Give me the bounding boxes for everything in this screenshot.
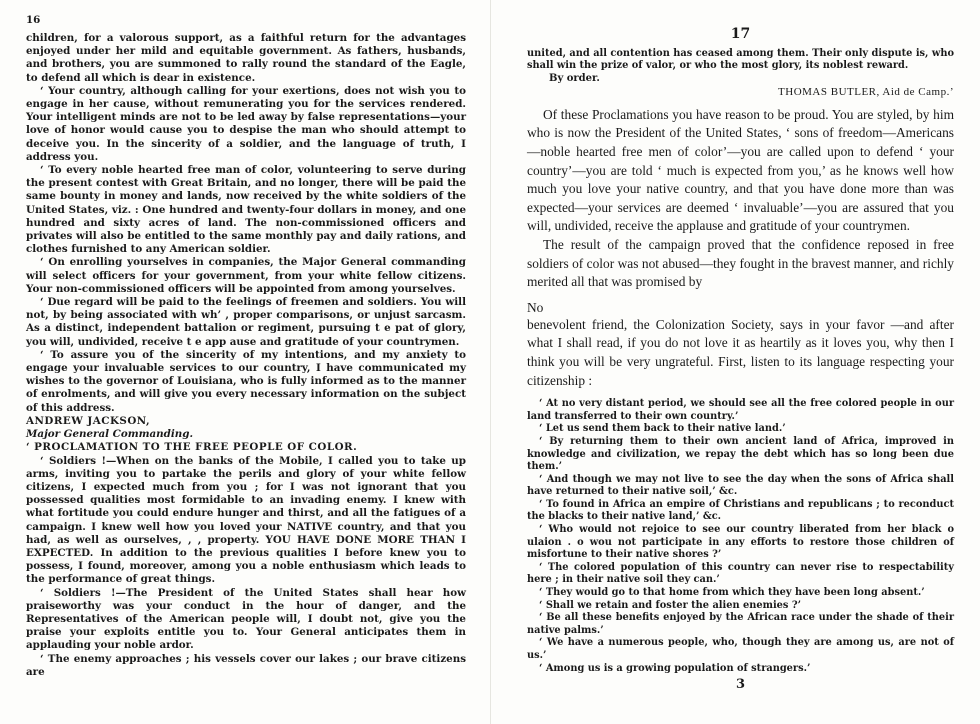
paragraph: ‘ To assure you of the sincerity of my intentions, and my anxiety to engage your invaluable services to our country, I have communicated my wishes to the governor of Louisiana, who is fully informed as to the manner of enrolments, and will give you every necessary information on the subject of this address. [26,348,466,414]
quote: ‘ Shall we retain and foster the alien enemies ?’ [539,599,801,611]
paragraph: ‘ Soldiers !—The President of the United States shall hear how praiseworthy was your conduct in the hour of danger, and the Representatives of the American people will, I doubt not, give you the praise your exploits entitle you to. Your General anticipates them in applauding your noble ardor. [26,586,466,652]
quote: ‘ To found in Africa an empire of Christians and republicans ; to reconduct the blacks to their native land,’ &c. [527,498,954,523]
paragraph: ‘ To every noble hearted free man of color, volunteering to serve during the present contest with Great Britain, and no longer, there will be paid the same bounty in money and lands, now received by the white soldiers of the United States, viz. : One hundred and twenty-four dollars in money, and one hundred and sixty acres of land. The non-commissioned officers and privates will also be entitled to the same monthly pay and daily rations, and clothes furnished to any American soldier. [26,164,466,256]
quote: ‘ They would go to that home from which they have been long absent.’ [539,587,925,599]
paragraph: benevolent friend, the Colonization Society, says in your favor —and after what I shall read, if you do not love it as heartily as it loves you, why then I think you will be very ungrateful. First, listen to its language respecting your citizenship : [527,316,954,388]
paragraph: children, for a valorous support, as a faithful return for the advantages enjoyed under her mild and equitable government. As fathers, husbands, and brothers, you are summoned to rally round the standard of the Eagle, to defend all which is dear in existence. [26,32,466,84]
quote: ‘ We have a numerous people, who, though they are among us, are not of us.’ [527,637,954,661]
paragraph: ‘ Soldiers !—When on the banks of the Mobile, I called you to take up arms, inviting you to partake the perils and glory of your white fellow citizens, I expected much from you ; for I was not ignorant that you possessed qualities most formidable to an invading enemy. I knew with what fortitude you could endure hunger and thirst, and all the fatigues of a campaign. I knew well how you loved your NATIVE country, and that you had, as well as ourselves, , , property. YOU HAVE DONE MORE THAN I EXPECTED. In addition to the previous qualities I before knew you to possess, I found, moreover, among you a noble enthusiasm which leads to the performance of great things. [26,454,466,586]
quote: ‘ The colored population of this country can never rise to respectability here ; in their native soil they can.’ [527,561,954,586]
opening-text: united, and all contention has ceased among them. Their only dispute is, who shall win the prize of valor, or who the most glory, its noblest reward. [527,48,954,72]
proclamation-heading: ‘ PROCLAMATION TO THE FREE PEOPLE OF COLOR. [26,441,358,454]
left-page-number: 16 [26,14,41,26]
quote-list [527,398,954,675]
quote: ‘ Be all these benefits enjoyed by the African race under the shade of their native palms.’ [527,612,954,636]
signature-title: Major General Commanding. [26,428,194,441]
quote: ‘ Who would not rejoice to see our country liberated from her black o ulaion . o wou not participate in any efforts to restore those children of misfortune to their native shores ?’ [527,524,954,561]
paragraph: The result of the campaign proved that the confidence reposed in free soldiers of color was not abused—they fought in the bravest manner, and richly merited all that was promised by [527,236,954,290]
paragraph: ‘ Due regard will be paid to the feelings of freemen and soldiers. You will not, by being associated with wh’ , proper comparisons, or unjust sarcasm. As a distinct, independent battalion or regiment, pursuing t e pat of glory, you will, undivided, receive t e app ause and gratitude of your countrymen. [26,296,466,348]
paragraph: ‘ The enemy approaches ; his vessels cover our lakes ; our brave citizens are [26,652,466,678]
footer-page-number: 3 [735,677,746,693]
quote: ‘ By returning them to their own ancient land of Africa, improved in knowledge and civilization, we repay the debt which has so long been due them.’ [527,435,954,473]
paragraph: ‘ On enrolling yourselves in companies, the Major General commanding will select officers for your government, from your white fellow citizens. Your non-commissioned officers will be appointed from among yourselves. [26,256,466,295]
signature-name: ANDREW JACKSON, [26,414,151,427]
quote: ‘ Among us is a growing population of strangers.’ [539,662,811,674]
paragraph: ‘ Your country, although calling for your exertions, does not wish you to engage in her cause, without remunerating you for the services rendered. Your intelligent minds are not to be led away by false representations—your love of honor would cause you to despise the man who should attempt to deceive you. In the sincerity of a soldier, and the language of truth, I address you. [26,84,466,163]
paragraph: Of these Proclamations you have reason to be proud. You are styled, by him who is now the President of the United States, ‘ sons of freedom—Americans—noble hearted free men of color’—you are called upon to defend ‘ your country’—you are told ‘ much is expected from you,’ as he knows well how much you love your native country, and that you have done more than was expected—your services are deemed ‘ invaluable’—you are assured that you will, undivided, receive the applause and gratitude of your countrymen. [527,106,954,234]
quote: ‘ And though we may not live to see the day when the sons of Africa shall have returned to their native soil,’ &c. [527,473,954,498]
right-page-number: 17 [730,26,751,42]
no-text: No [527,299,544,315]
quote: ‘ At no very distant period, we should see all the free colored people in our land transferred to their own country.’ [527,398,954,422]
signature: THOMAS BUTLER, Aid de Camp.’ [778,85,954,98]
by-order: By order. [549,72,600,84]
quote: ‘ Let us send them back to their native land.’ [539,423,786,435]
right-page [490,0,980,724]
